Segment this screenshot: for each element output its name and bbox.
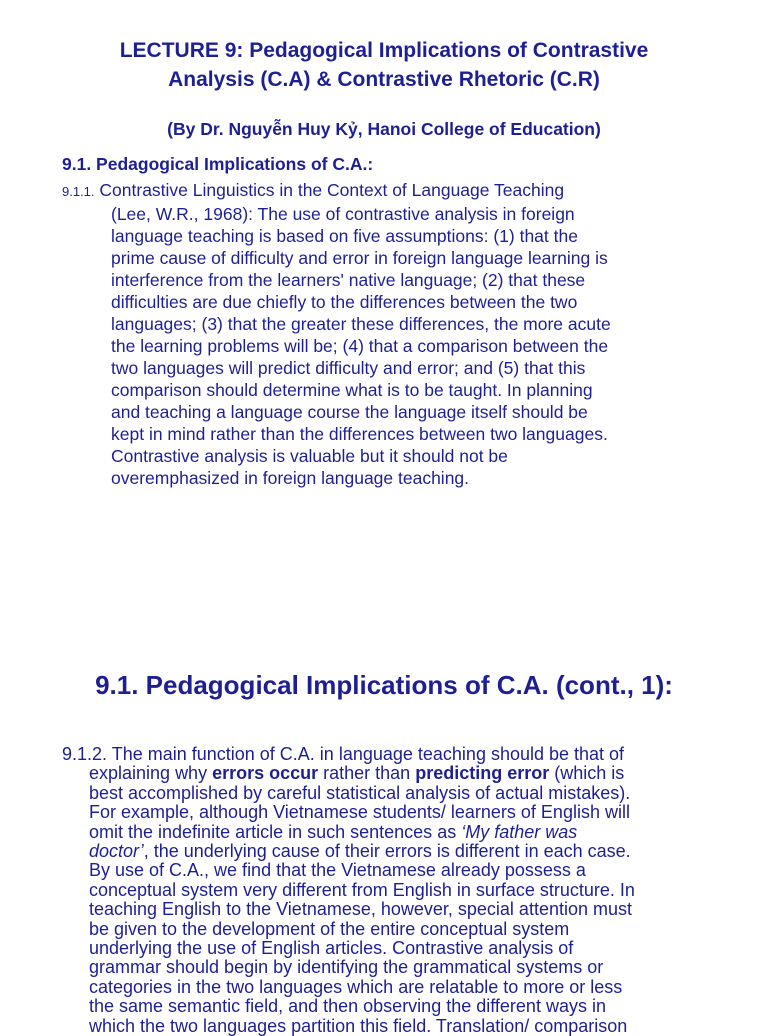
paragraph-line	[62, 842, 722, 861]
paragraph-line: categories in the two languages which are relatable to more or less	[89, 976, 623, 997]
paragraph-line: interference from the learners' native language; (2) that these	[111, 270, 586, 290]
paragraph-line: conceptual system very different from English in surface structure. In	[89, 879, 635, 900]
example-sentence-end: doctor’	[89, 841, 144, 862]
lecture-title-line1: LECTURE 9: Pedagogical Implications of Contrastive	[119, 39, 649, 62]
paragraph-line: Contrastive Linguistics in the Context of Language Teaching	[99, 180, 565, 200]
paragraph-line: which the two languages partition this field. Translation/ comparison	[89, 1015, 628, 1036]
paragraph-line: language teaching is based on five assumptions: (1) that the	[111, 226, 578, 246]
text-run: (which is	[549, 763, 625, 784]
paragraph-9-1-1	[62, 179, 712, 489]
text-run: , the underlying cause of their errors is different in each case.	[143, 841, 631, 862]
paragraph-line: difficulties are due chiefly to the differences between the two	[111, 292, 578, 312]
paragraph-line: and teaching a language course the language itself should be	[111, 402, 588, 422]
paragraph-line: best accomplished by careful statistical analysis of actual mistakes).	[89, 782, 631, 803]
paragraph-line: 9.1.2. The main function of C.A. in language teaching should be that of	[62, 744, 625, 764]
paragraph-line: comparison should determine what is to be taught. In planning	[111, 380, 593, 400]
section-heading: 9.1. Pedagogical Implications of C.A.:	[62, 154, 374, 174]
paragraph-line: For example, although Vietnamese students/ learners of English will	[89, 802, 630, 823]
paragraph-line: kept in mind rather than the differences between two languages.	[111, 424, 608, 444]
paragraph-line: languages; (3) that the greater these differences, the more acute	[111, 314, 611, 334]
emphasis-errors-occur: errors occur	[212, 763, 319, 784]
paragraph-line: overemphasized in foreign language teaching.	[111, 468, 470, 488]
lecture-title	[40, 36, 728, 94]
text-run: omit the indefinite article in such sentences as	[89, 821, 462, 842]
paragraph-line	[62, 823, 722, 842]
paragraph-line: prime cause of difficulty and error in foreign language learning is	[111, 248, 608, 268]
paragraph-line: be given to the development of the entire conceptual system	[89, 918, 570, 939]
slide2-title: 9.1. Pedagogical Implications of C.A. (cont., 1):	[95, 670, 673, 700]
paragraph-line: two languages will predict difficulty and error; and (5) that this	[111, 358, 586, 378]
paragraph-line: underlying the use of English articles. Contrastive analysis of	[89, 938, 574, 959]
paragraph-line: teaching English to the Vietnamese, however, special attention must	[89, 899, 632, 920]
paragraph-line: grammar should begin by identifying the grammatical systems or	[89, 957, 604, 978]
paragraph-9-1-2	[62, 745, 722, 1036]
paragraph-first-line	[62, 179, 712, 203]
emphasis-predicting-error: predicting error	[415, 763, 550, 784]
text-run: rather than	[318, 763, 416, 784]
paragraph-line	[62, 764, 722, 783]
paragraph-line: Contrastive analysis is valuable but it should not be	[111, 446, 508, 466]
paragraph-number: 9.1.1.	[62, 184, 95, 199]
author-byline: (By Dr. Nguyễn Huy Kỷ, Hanoi College of Education)	[167, 119, 601, 139]
paragraph-line: the same semantic field, and then observing the different ways in	[89, 996, 606, 1017]
text-run: explaining why	[89, 763, 213, 784]
paragraph-line: By use of C.A., we find that the Vietnamese already possess a	[89, 860, 586, 881]
paragraph-line: (Lee, W.R., 1968): The use of contrastive analysis in foreign	[111, 204, 575, 224]
paragraph-line: the learning problems will be; (4) that a comparison between the	[111, 336, 609, 356]
lecture-title-line2: Analysis (C.A) & Contrastive Rhetoric (C.R)	[168, 68, 600, 91]
example-sentence: ‘My father was	[461, 821, 578, 842]
